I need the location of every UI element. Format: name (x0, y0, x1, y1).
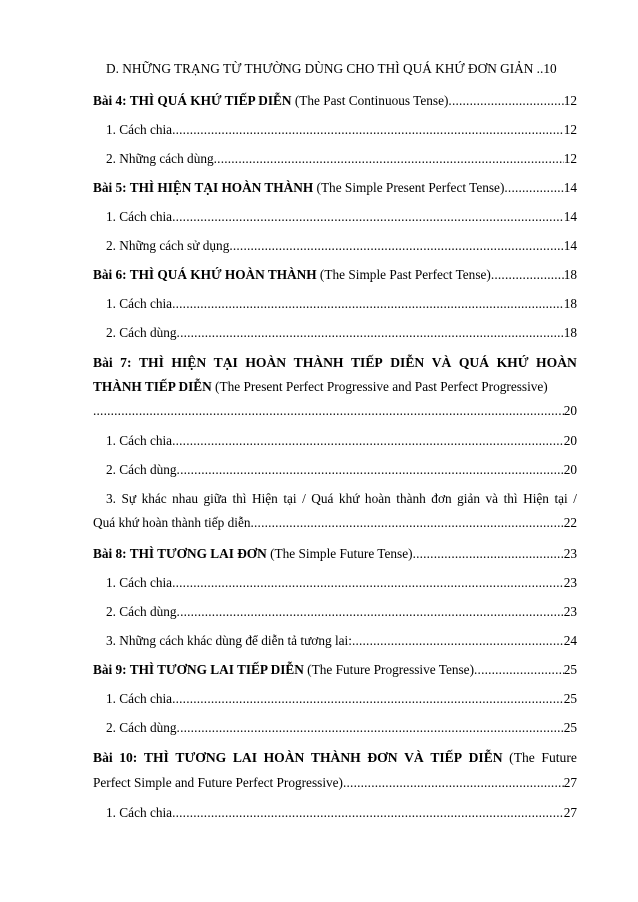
toc-entry-label: 1. Cách chia (106, 209, 173, 224)
toc-entry[interactable] (106, 574, 577, 591)
toc-entry-label: (The Past Continuous Tense) (291, 93, 449, 108)
dot-leader (504, 179, 563, 196)
title-word: Hiện (251, 491, 278, 506)
toc-entry[interactable] (106, 150, 577, 167)
title-word: giản (457, 491, 481, 506)
toc-chapter-entry[interactable] (93, 92, 577, 109)
toc-entry[interactable] (93, 514, 577, 531)
title-word: thì (232, 491, 247, 506)
dot-leader (251, 514, 564, 531)
toc-entry[interactable] (106, 295, 577, 312)
dot-leader (172, 208, 564, 225)
toc-entry[interactable] (106, 690, 577, 707)
toc-entry-page: 22 (563, 515, 577, 530)
toc-entry-label: 2. Những cách dùng (106, 151, 214, 166)
dot-leader (229, 237, 563, 254)
title-word: thành (396, 491, 426, 506)
toc-chapter-title: THÀNH TIẾP DIỄN (93, 379, 212, 394)
dot-leader (177, 461, 564, 478)
title-word: THÌ (138, 355, 164, 370)
title-word: thì (503, 491, 518, 506)
dot-leader (177, 719, 564, 736)
title-word: QUÁ (458, 355, 490, 370)
toc-entry-page: 10 (543, 61, 557, 76)
toc-entry[interactable] (106, 719, 577, 736)
toc-entry-label: 2. Cách dùng (106, 325, 177, 340)
toc-entry-label: Perfect Simple and Future Perfect Progressive) (93, 775, 343, 790)
toc-entry-page: 14 (563, 209, 577, 224)
toc-entry-page: 18 (563, 325, 577, 340)
title-word: TIẾP (430, 750, 463, 765)
dot-leader (343, 774, 564, 791)
toc-entry-label: (The Simple Past Perfect Tense) (316, 267, 491, 282)
toc-entry-page: 23 (563, 575, 577, 590)
title-word: TIẾP (350, 355, 383, 370)
title-word: tại (283, 491, 297, 506)
toc-entry[interactable] (106, 324, 577, 341)
title-word: nhau (172, 491, 199, 506)
toc-entry-page: 12 (563, 122, 577, 137)
toc-entry-page: 12 (563, 93, 577, 108)
toc-entry[interactable] (106, 237, 577, 254)
title-word: khác (141, 491, 167, 506)
title-word: HOÀN (536, 355, 577, 370)
title-word: Hiện (523, 491, 549, 506)
toc-entry-label: (The Simple Present Perfect Tense) (313, 180, 505, 195)
title-word: ĐƠN (367, 750, 398, 765)
toc-entry-label: 2. Cách dùng (106, 720, 177, 735)
item3-words (106, 490, 577, 507)
toc-entry-page: 27 (563, 775, 577, 790)
toc-entry-page: 23 (563, 546, 577, 561)
title-word: Quá (311, 491, 334, 506)
title-word: tại (554, 491, 568, 506)
dot-leader (172, 295, 564, 312)
toc-chapter-entry[interactable] (93, 661, 577, 678)
bai7-title-words (93, 354, 577, 371)
toc-chapter-title: Bài 4: THÌ QUÁ KHỨ TIẾP DIỄN (93, 93, 292, 108)
toc-entry-page: 18 (563, 267, 577, 282)
title-word: giữa (203, 491, 227, 506)
title-word: (The (509, 750, 535, 765)
toc-chapter-7-line1[interactable] (93, 354, 577, 371)
toc-entry-label: 1. Cách chia (106, 575, 173, 590)
title-word: TƯƠNG (175, 750, 227, 765)
toc-chapter-title: Bài 9: THÌ TƯƠNG LAI TIẾP DIỄN (93, 662, 304, 677)
toc-chapter-title: Bài 5: THÌ HIỆN TẠI HOÀN THÀNH (93, 180, 314, 195)
title-word: HIỆN (171, 355, 207, 370)
toc-entry[interactable] (106, 60, 577, 77)
dot-leader (93, 402, 564, 419)
dot-leader (413, 545, 564, 562)
dot-leader (172, 121, 564, 138)
toc-entry-label: Quá khứ hoàn thành tiếp diễn (93, 515, 251, 530)
toc-entry-label: (The Present Perfect Progressive and Past Perfect Progressive) (211, 379, 548, 394)
title-word: KHỨ (496, 355, 529, 370)
toc-entry-page: 14 (563, 238, 577, 253)
title-word: 7: (120, 355, 132, 370)
toc-entry-page: 25 (563, 662, 577, 677)
toc-chapter-title: Bài 6: THÌ QUÁ KHỨ HOÀN THÀNH (93, 267, 317, 282)
toc-entry-label: 1. Cách chia (106, 805, 173, 820)
title-word: 10: (119, 750, 138, 765)
title-word: đơn (431, 491, 452, 506)
toc-chapter-entry[interactable] (93, 266, 577, 283)
title-word: Future (541, 750, 577, 765)
toc-entry[interactable] (106, 603, 577, 620)
toc-entry-label: D. NHỮNG TRẠNG TỪ THƯỜNG DÙNG CHO THÌ QUÁ KHỨ ĐƠN GIẢN .. (106, 61, 544, 76)
title-word: / (302, 491, 306, 506)
toc-entry-page: 27 (563, 805, 577, 820)
title-word: DIỄN (390, 355, 425, 370)
toc-entry[interactable] (106, 804, 577, 821)
title-word: HOÀN (263, 750, 305, 765)
title-word: LAI (232, 750, 257, 765)
title-word: và (485, 491, 499, 506)
toc-entry[interactable] (106, 461, 577, 478)
dot-leader (352, 632, 564, 649)
toc-entry-label: 2. Cách dùng (106, 604, 177, 619)
toc-entry-page: 20 (563, 433, 577, 448)
dot-leader (177, 324, 564, 341)
toc-chapter-7-line2[interactable] (93, 378, 577, 395)
dot-leader (474, 661, 564, 678)
toc-chapter-entry[interactable] (93, 545, 577, 562)
toc-chapter-title: Bài 8: THÌ TƯƠNG LAI ĐƠN (93, 546, 267, 561)
toc-entry-page: 24 (563, 633, 577, 648)
title-word: khứ (338, 491, 360, 506)
toc-entry[interactable] (106, 121, 577, 138)
dot-leader (172, 574, 564, 591)
toc-entry-label: 1. Cách chia (106, 433, 173, 448)
title-word: VÀ (431, 355, 452, 370)
toc-item-3-line1[interactable] (106, 490, 577, 507)
toc-entry[interactable] (93, 774, 577, 791)
title-word: THÌ (143, 750, 169, 765)
title-word: 3. (106, 491, 116, 506)
dot-leader (172, 432, 564, 449)
toc-entry-label: 2. Những cách sử dụng (106, 238, 230, 253)
dot-leader (448, 92, 563, 109)
dot-leader (491, 266, 564, 283)
title-word: Sự (121, 491, 137, 506)
title-word: THÀNH (293, 355, 344, 370)
toc-entry[interactable] (106, 432, 577, 449)
toc-entry-label: (The Simple Future Tense) (266, 546, 413, 561)
toc-entry[interactable] (106, 208, 577, 225)
toc-entry-label: 3. Những cách khác dùng để diễn tả tương lai: (106, 633, 352, 648)
dot-leader (177, 603, 564, 620)
title-word: Bài (93, 750, 113, 765)
toc-entry-label: 2. Cách dùng (106, 462, 177, 477)
toc-entry[interactable] (93, 402, 577, 419)
toc-entry[interactable] (106, 632, 577, 649)
toc-entry-page: 25 (563, 720, 577, 735)
title-word: HOÀN (245, 355, 287, 370)
toc-chapter-10-line1[interactable] (93, 749, 577, 766)
toc-entry-page: 14 (563, 180, 577, 195)
title-word: DIỄN (468, 750, 503, 765)
toc-entry-page: 20 (563, 403, 577, 418)
toc-entry-page: 18 (563, 296, 577, 311)
title-word: / (573, 491, 577, 506)
title-word: TẠI (213, 355, 238, 370)
toc-entry-page: 20 (563, 462, 577, 477)
title-word: VÀ (404, 750, 424, 765)
title-word: THÀNH (310, 750, 361, 765)
dot-leader (172, 804, 564, 821)
toc-entry-label: (The Future Progressive Tense) (303, 662, 475, 677)
toc-entry-label: 1. Cách chia (106, 122, 173, 137)
toc-entry-page: 23 (563, 604, 577, 619)
toc-entry-page: 25 (563, 691, 577, 706)
title-word: Bài (93, 355, 113, 370)
toc-entry-label: 1. Cách chia (106, 691, 173, 706)
dot-leader (172, 690, 564, 707)
bai10-title-words (93, 749, 577, 766)
toc-entry-page: 12 (563, 151, 577, 166)
toc-entry-label: 1. Cách chia (106, 296, 173, 311)
dot-leader (214, 150, 564, 167)
title-word: hoàn (364, 491, 391, 506)
toc-chapter-entry[interactable] (93, 179, 577, 196)
